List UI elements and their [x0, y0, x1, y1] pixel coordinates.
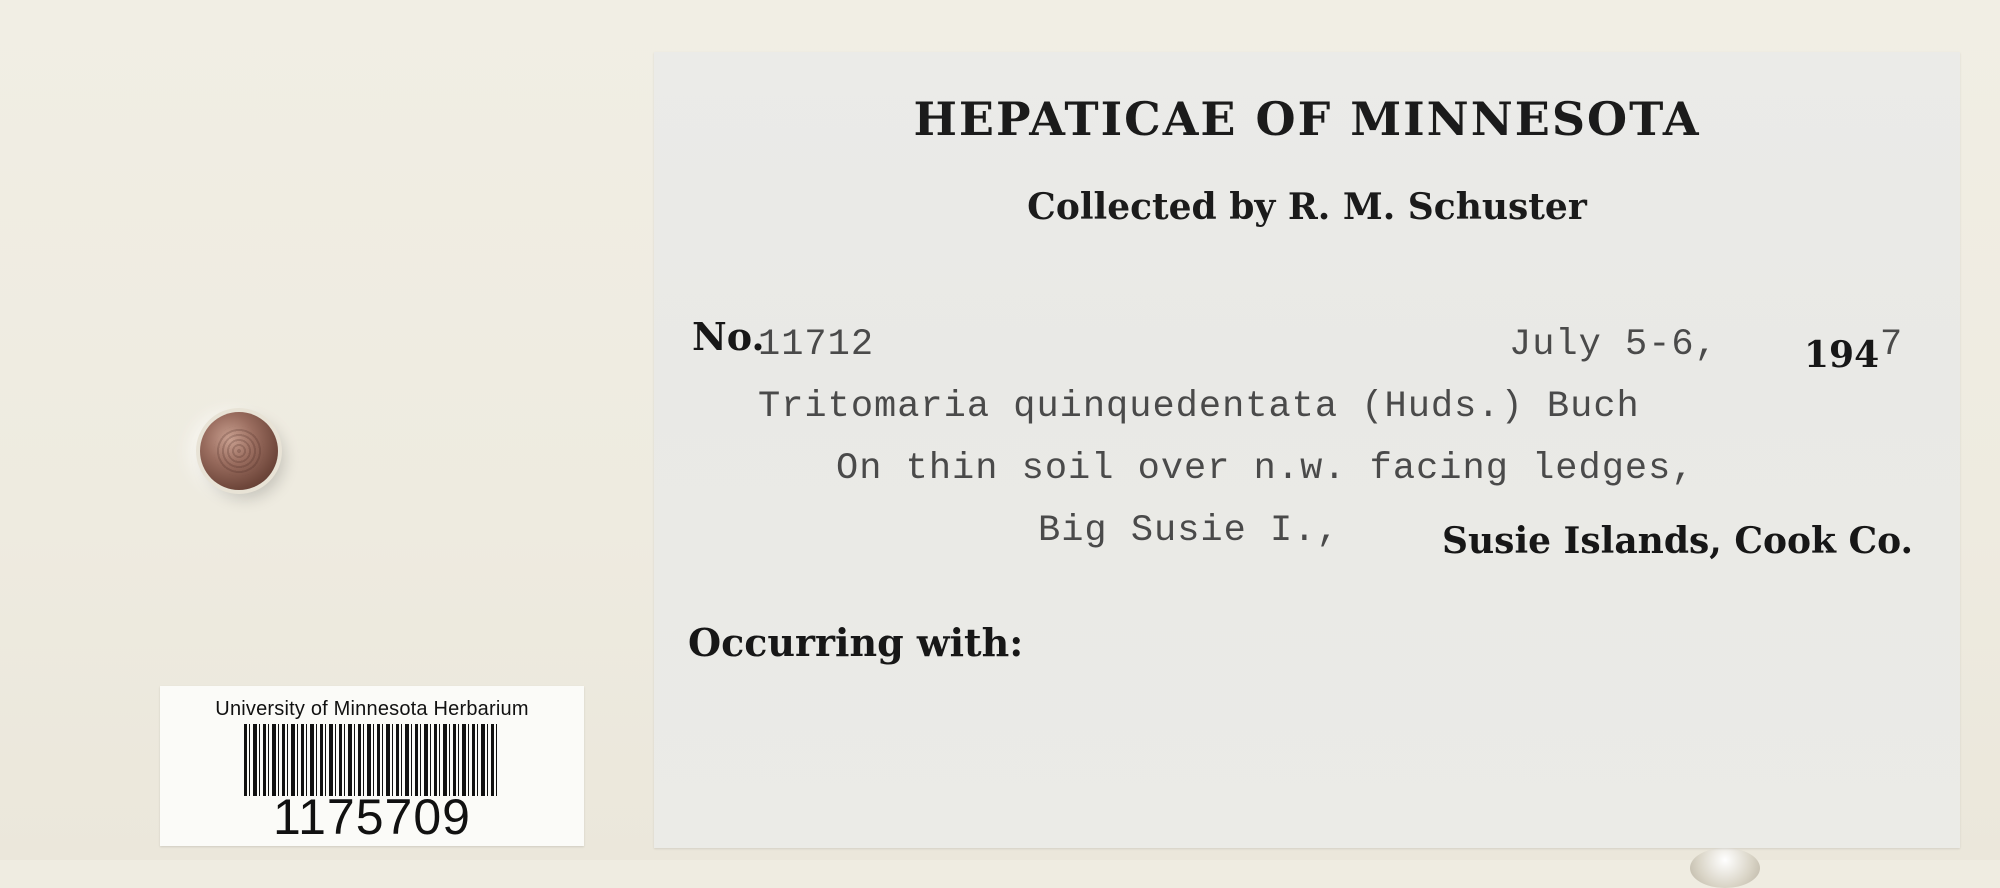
barcode-institution: University of Minnesota Herbarium — [215, 698, 529, 720]
barcode-label — [160, 686, 584, 846]
barcode-icon — [244, 724, 500, 796]
number-prefix: No. — [692, 314, 765, 359]
taxon-name: Tritomaria quinquedentata (Huds.) Buch — [758, 386, 1640, 428]
specimen-label — [654, 52, 1960, 848]
label-title: HEPATICAE OF MINNESOTA — [913, 92, 1701, 146]
occurring-with-label: Occurring with: — [688, 620, 1024, 665]
brass-pin-icon — [200, 412, 278, 490]
barcode-number: 1175709 — [273, 789, 471, 845]
collector-line: Collected by R. M. Schuster — [1027, 186, 1587, 228]
pin-edge-icon — [1690, 848, 1760, 888]
collection-date: July 5-6, — [1509, 324, 1718, 366]
year-prefix: 194 — [1804, 334, 1880, 376]
specimen-number: 11712 — [758, 324, 875, 366]
locality-typed: Big Susie I., — [1038, 510, 1340, 552]
locality-printed: Susie Islands, Cook Co. — [1442, 520, 1914, 562]
habitat-description: On thin soil over n.w. facing ledges, — [836, 448, 1695, 490]
year-suffix: 7 — [1880, 324, 1904, 366]
